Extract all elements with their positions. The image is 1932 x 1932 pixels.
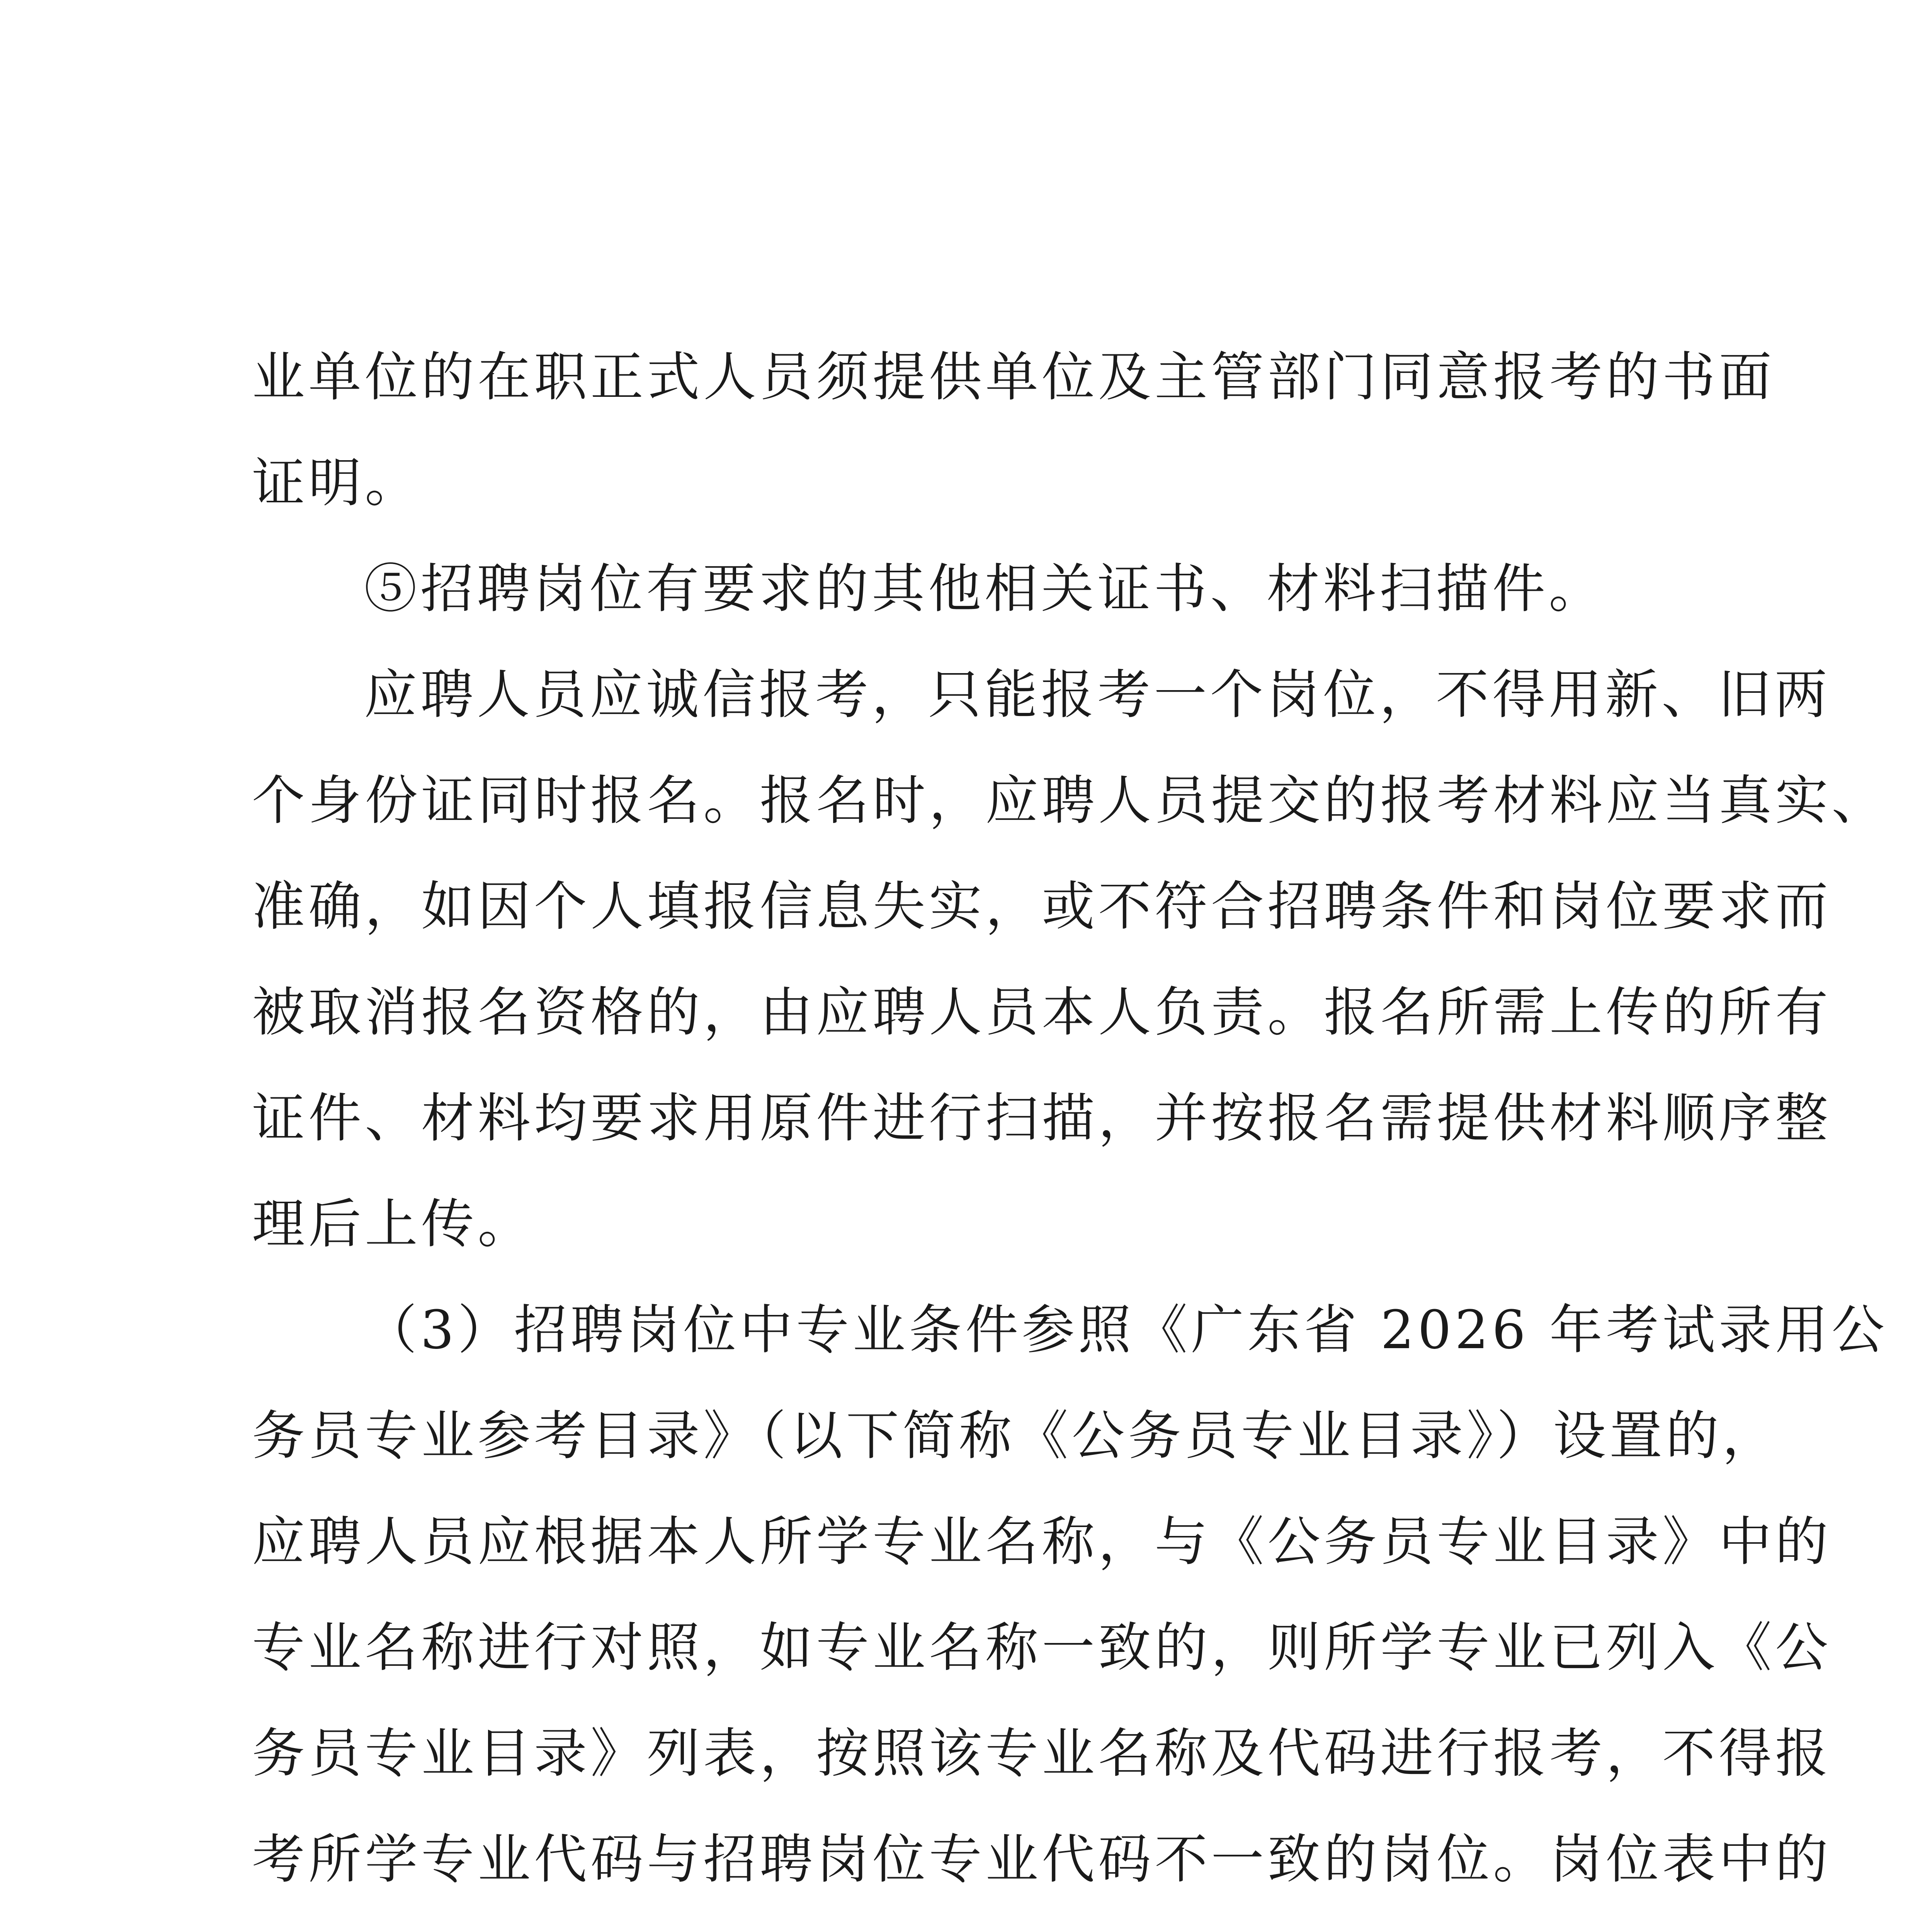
text-line: 证件、材料均要求用原件进行扫描，并按报名需提供材料顺序整 xyxy=(252,1088,1832,1149)
text-line: 业单位的在职正式人员须提供单位及主管部门同意报考的书面 xyxy=(252,347,1776,408)
document-body xyxy=(252,325,1888,1932)
text-line: 专业名称进行对照，如专业名称一致的，则所学专业已列入《公 xyxy=(252,1617,1832,1679)
text-line: 务员专业目录》列表，按照该专业名称及代码进行报考，不得报 xyxy=(252,1723,1832,1784)
text-line: （3）招聘岗位中专业条件参照《广东省 2026 年考试录用公 xyxy=(364,1299,1888,1361)
text-line: 应聘人员应根据本人所学专业名称，与《公务员专业目录》中的 xyxy=(252,1511,1832,1573)
text-line xyxy=(252,1913,1697,1932)
text-line: 个身份证同时报名。报名时，应聘人员提交的报考材料应当真实、 xyxy=(252,770,1888,832)
text-line: 务员专业参考目录》（以下简称《公务员专业目录》）设置的， xyxy=(252,1405,1779,1467)
text-line: 被取消报名资格的，由应聘人员本人负责。报名所需上传的所有 xyxy=(252,982,1832,1043)
text-line: 证明。 xyxy=(252,452,422,514)
text-line: 考所学专业代码与招聘岗位专业代码不一致的岗位。岗位表中的 xyxy=(252,1829,1832,1890)
text-line: 准确，如因个人填报信息失实，或不符合招聘条件和岗位要求而 xyxy=(252,876,1832,937)
text-line: ⑤招聘岗位有要求的其他相关证书、材料扫描件。 xyxy=(364,558,1605,620)
text-line: 理后上传。 xyxy=(252,1194,534,1255)
text-line: 应聘人员应诚信报考，只能报考一个岗位，不得用新、旧两 xyxy=(364,664,1831,726)
